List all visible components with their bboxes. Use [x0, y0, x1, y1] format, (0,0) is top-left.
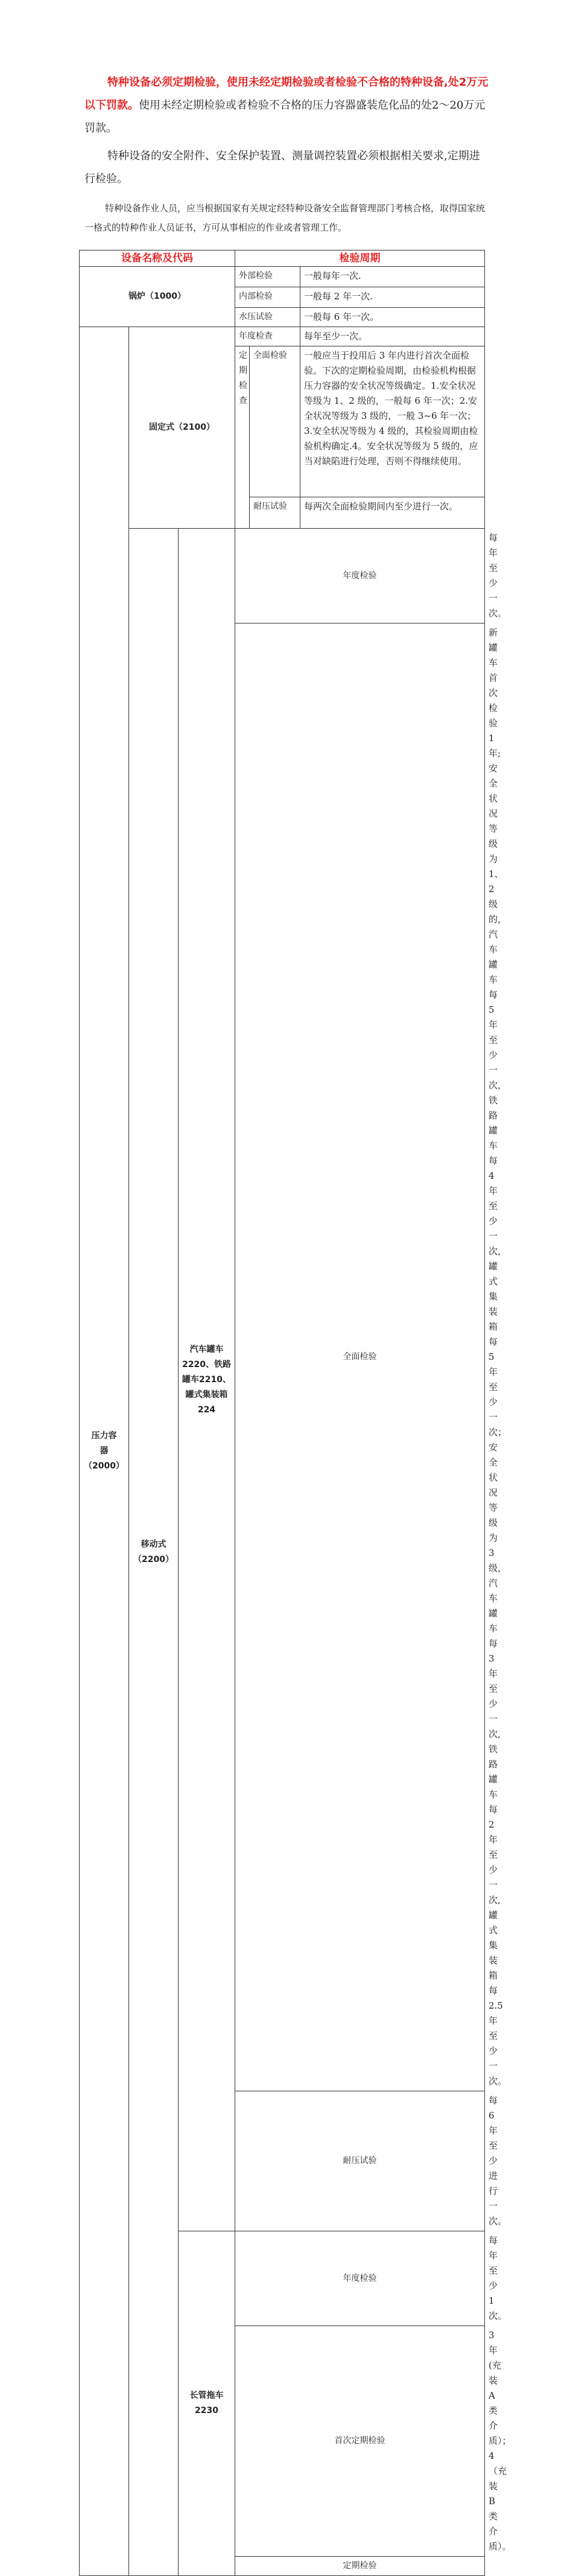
table-row: 长管拖车2230 年度检验 每年至少 1 次。	[80, 2231, 485, 2326]
trailer-item: 定期检验	[235, 2557, 485, 2576]
tanker-item: 耐压试验	[235, 2091, 485, 2231]
boiler-item: 外部检验	[235, 267, 300, 287]
pv-name-line: （2000）	[84, 1461, 124, 1471]
periodic-check-text: 定期检查	[239, 351, 247, 406]
penalty-detail: 使用未经定期检验或者检验不合格的压力容器盛装危化品的处2～20万元罚款。	[84, 99, 486, 135]
boiler-period: 一般每年一次.	[300, 267, 485, 287]
table-row	[80, 267, 485, 287]
boiler-name: 锅炉（1000）	[80, 267, 235, 327]
mobile-name-line: 移动式	[141, 1539, 166, 1549]
table-row: 移动式 （2200） 汽车罐车2220、铁路罐车2210、罐式集装箱224 年度检验 每年至少一次。	[80, 529, 485, 623]
operator-certificate-paragraph: 特种设备作业人员，应当根据国家有关规定经特种设备安全监督管理部门考核合格，取得国家统一格式的特种作业人员证书，方可从事相应的作业或者管理工作。	[84, 203, 486, 233]
trailer-item: 年度检验	[235, 2231, 485, 2326]
table-row: 全面检验 新罐车首次检验 1 年;安全状况等级为 1、2 级的，汽车罐车每 5 年至少一次，铁路罐车每 4 年至少一次，罐式集装箱每 5 年至少一次；安全状况等级为 3 级，汽车罐车每 3 年至少一次,铁路罐车每 2 年至少一次,罐式集装箱每 2.5 年至少一次。	[80, 623, 485, 2091]
inspection-period-table	[79, 250, 511, 2576]
tanker-name: 汽车罐车2220、铁路罐车2210、罐式集装箱224	[179, 529, 235, 2231]
boiler-period: 一般每 6 年一次。	[300, 308, 485, 327]
boiler-item: 水压试验	[235, 308, 300, 327]
table-row: 耐压试验 每 6 年至少进行一次。	[80, 2091, 485, 2231]
table-row: 首次定期检验 3 年(充装 A 类介质）；4（充装 B 类介质）。	[80, 2326, 485, 2557]
pressure-vessel-name	[80, 327, 129, 2576]
header-device: 设备名称及代码	[80, 250, 235, 267]
boiler-item: 内部检验	[235, 287, 300, 308]
trailer-item: 首次定期检验	[235, 2326, 485, 2557]
tube-trailer-name: 长管拖车2230	[179, 2231, 235, 2576]
safety-accessory-paragraph: 特种设备的安全附件、安全保护装置、测量调控装置必须根据相关要求,定期进行检验。	[84, 150, 480, 185]
tanker-item: 全面检验	[235, 623, 485, 2091]
fixed-name: 固定式（2100）	[129, 327, 235, 529]
table-header-row	[80, 250, 485, 267]
header-period: 检验周期	[235, 250, 485, 267]
mobile-name	[129, 529, 179, 2576]
boiler-period: 一般每 2 年一次.	[300, 287, 485, 308]
pv-name-line: 器	[100, 1446, 109, 1456]
table-row	[80, 327, 485, 346]
tanker-item: 年度检验	[235, 529, 485, 623]
fixed-period: 每两次全面检验期间内至少进行一次。	[300, 497, 485, 529]
mobile-name-line: （2200）	[133, 1554, 174, 1564]
penalty-highlight: 特种设备必须定期检验，使用未经定期检验或者检验不合格的特种设备,处2万元以下罚款。	[84, 76, 489, 112]
fixed-item: 年度检查	[235, 327, 300, 346]
fixed-item: 耐压试验	[250, 497, 300, 529]
pv-name-line: 压力容	[91, 1431, 117, 1441]
periodic-check-label	[235, 346, 250, 529]
fixed-item: 全面检验	[250, 346, 300, 497]
penalty-paragraph	[84, 71, 489, 140]
fixed-period: 一般应当于投用后 3 年内进行首次全面检验。下次的定期检验周期，由检验机构根据压力容器的安全状况等级确定。1.安全状况等级为 1、2 级的，一般每 6 年一次；2.安全状况等级为 3 级的，一般 3~6 年一次；3.安全状况等级为 4 级的，其检验周期由检验机构确定.4。安全状况等级为 5 级的，应当对缺陷进行处理，否则不得继续使用。	[300, 346, 485, 497]
fixed-period: 每年至少一次。	[300, 327, 485, 346]
